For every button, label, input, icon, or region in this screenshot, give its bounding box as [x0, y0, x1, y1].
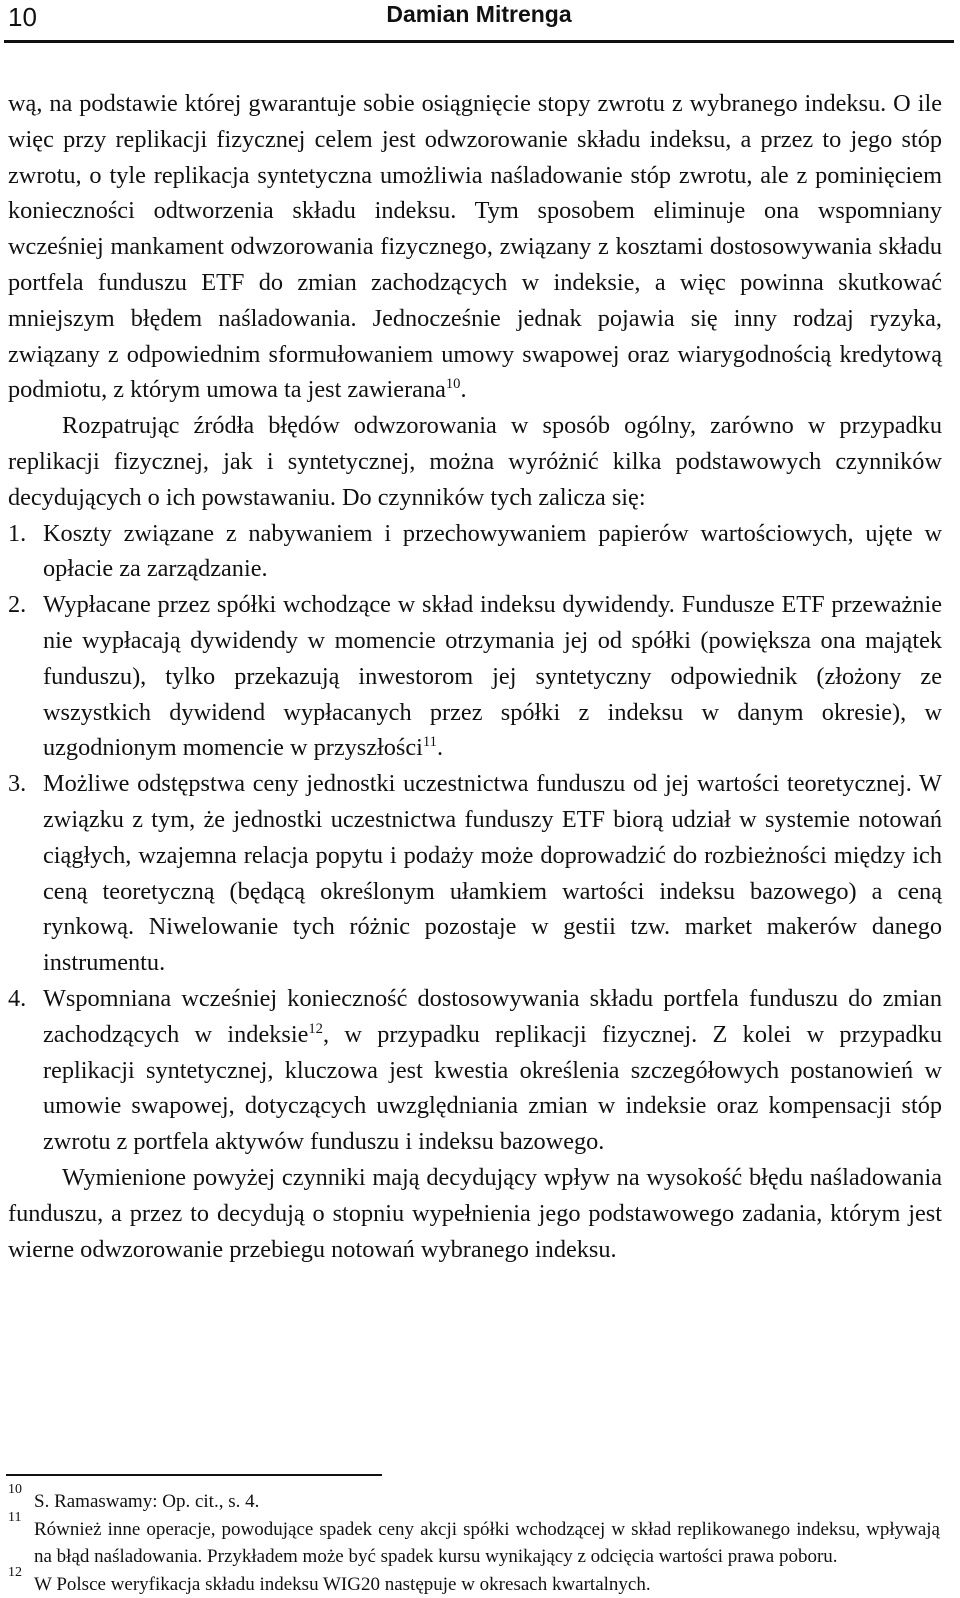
footnote: [8, 1564, 940, 1598]
paragraph: Rozpatrując źródła błędów odwzorowania w sposób ogólny, zarówno w przypadku replikacji fizycznej, jak i syntetycznej, można wyróżnić kilka podstawowych czynników decydujących o ich powstawaniu. Do czynników tych zalicza się:: [8, 412, 942, 511]
list-item-number: 4.: [8, 984, 27, 1012]
running-header-author: Damian Mitrenga: [386, 1, 572, 27]
paragraph: wą, na podstawie której gwarantuje sobie osiągnięcie stopy zwrotu z wybranego indeksu. O ile więc przy replikacji fizycznej celem jest odwzorowanie składu indeksu, a przez to jego stóp zwrotu, o tyle replikacja syntetyczna umożliwia naśladowanie stóp zwrotu, ale z pominięciem konieczności odtworzenia składu indeksu. Tym sposobem eliminuje ona wspomniany wcześniej mankament odwzorowania fizycznego, związany z kosztami dostosowywania składu portfela funduszu ETF do zmian zachodzących w indeksie, a więc powinna skutkować mniejszym błędem naśladowania. Jednocześnie jednak pojawia się inny rodzaj ryzyka, związany z odpowiednim sformułowaniem umowy swapowej oraz wiarygodnością kredytową podmiotu, z którym umowa ta jest zawierana$^{10}$.: [8, 90, 942, 404]
footnote: [8, 1509, 940, 1571]
list-item-number: 1.: [8, 519, 27, 547]
footnote-text: S. Ramaswamy: Op. cit., s. 4.: [34, 1491, 260, 1512]
footnote: [8, 1482, 940, 1516]
list-item: 2. Wypłacane przez spółki wchodzące w skład indeksu dywidendy. Fundusze ETF przeważnie nie wypłacają dywidendy w momencie otrzymania jej od spółki (powiększa ona majątek funduszu), tylko przekazują inwestorom jej syntetyczny odpowiednik (złożony ze wszystkich dywidend wypłacanych przez spółki z indeksu w danym okresie), w uzgodnionym momencie w przyszłości$^{11}$.: [8, 587, 942, 766]
paragraph: Wymienione powyżej czynniki mają decydujący wpływ na wysokość błędu naśladowania funduszu, a przez to decydują o stopniu wypełnienia jego podstawowego zadania, którym jest wierne odwzorowanie przebiegu notowań wybranego indeksu.: [8, 1163, 942, 1263]
footnote-number: 10: [8, 1482, 22, 1497]
footnote-separator: [6, 1474, 382, 1476]
list-item-number: 2.: [8, 591, 27, 619]
page-number: 10: [8, 2, 37, 32]
footnote-number: 12: [8, 1564, 22, 1580]
footnote-reference[interactable]: 12: [308, 1020, 323, 1037]
list-item-text: Możliwe odstępstwa ceny jednostki uczestnictwa funduszu od jej wartości teoretycznej. W związku z tym, że jednostki uczestnictwa funduszy ETF biorą udział w systemie notowań ciągłych, wzajemna relacja popytu i podaży może doprowadzić do rozbieżności między ich ceną teoretyczną (będącą określonym ułamkiem wartości indeksu bazowego) a ceną rynkową. Niwelowanie tych różnic pozostaje w gestii tzw. market makerów danego instrumentu.: [43, 770, 942, 977]
footnote-reference[interactable]: 10: [445, 376, 461, 393]
list-item-number: 3.: [8, 770, 27, 798]
footnote-text: W Polsce weryfikacja składu indeksu WIG20 następuje w okresach kwartalnych.: [34, 1573, 651, 1595]
header-rule: [4, 40, 954, 43]
footnote-reference[interactable]: 11: [422, 734, 437, 751]
running-header: [4, 0, 954, 44]
list-item-text: Wypłacane przez spółki wchodzące w skład indeksu dywidendy. Fundusze ETF przeważnie nie wypłacają dywidendy w momencie otrzymania jej od spółki (powiększa ona majątek funduszu), tylko przekazują inwestorom jej syntetyczny odpowiednik (złożony ze wszystkich dywidend wypłacanych przez spółki z indeksu w danym okresie), w uzgodnionym momencie w przyszłości: [43, 591, 942, 762]
list-item: 4. Wspomniana wcześniej konieczność dostosowywania składu portfela funduszu do zmian zachodzących w indeksie$^{12}$, w przypadku replikacji fizycznej. Z kolei w przypadku replikacji syntetycznej, kluczowa jest kwestia określenia szczegółowych postanowień w umowie swapowej, dotyczących uwzględniania zmian w indeksie oraz kompensacji stóp zwrotu z portfela aktywów funduszu i indeksu bazowego.: [8, 981, 942, 1160]
footnotes: [8, 1482, 940, 1598]
list-item-text: Koszty związane z nabywaniem i przechowywaniem papierów wartościowych, ujęte w opłacie za zarządzanie.: [43, 519, 942, 583]
numbered-list: [8, 516, 942, 1160]
list-item: [8, 516, 942, 588]
list-item: [8, 766, 942, 981]
footnote-number: 11: [8, 1509, 22, 1525]
footnote-text: Również inne operacje, powodujące spadek ceny akcji spółki wchodzącej w skład replikowanego indeksu, wpływają na błąd naśladowania. Przykładem może być spadek kursu wynikający z odcięcia wartości prawa poboru.: [34, 1518, 940, 1568]
body-text: [8, 86, 942, 1267]
list-item-text: Wspomniana wcześniej konieczność dostosowywania składu portfela funduszu do zmian zachodzących w indeksie: [43, 984, 942, 1048]
